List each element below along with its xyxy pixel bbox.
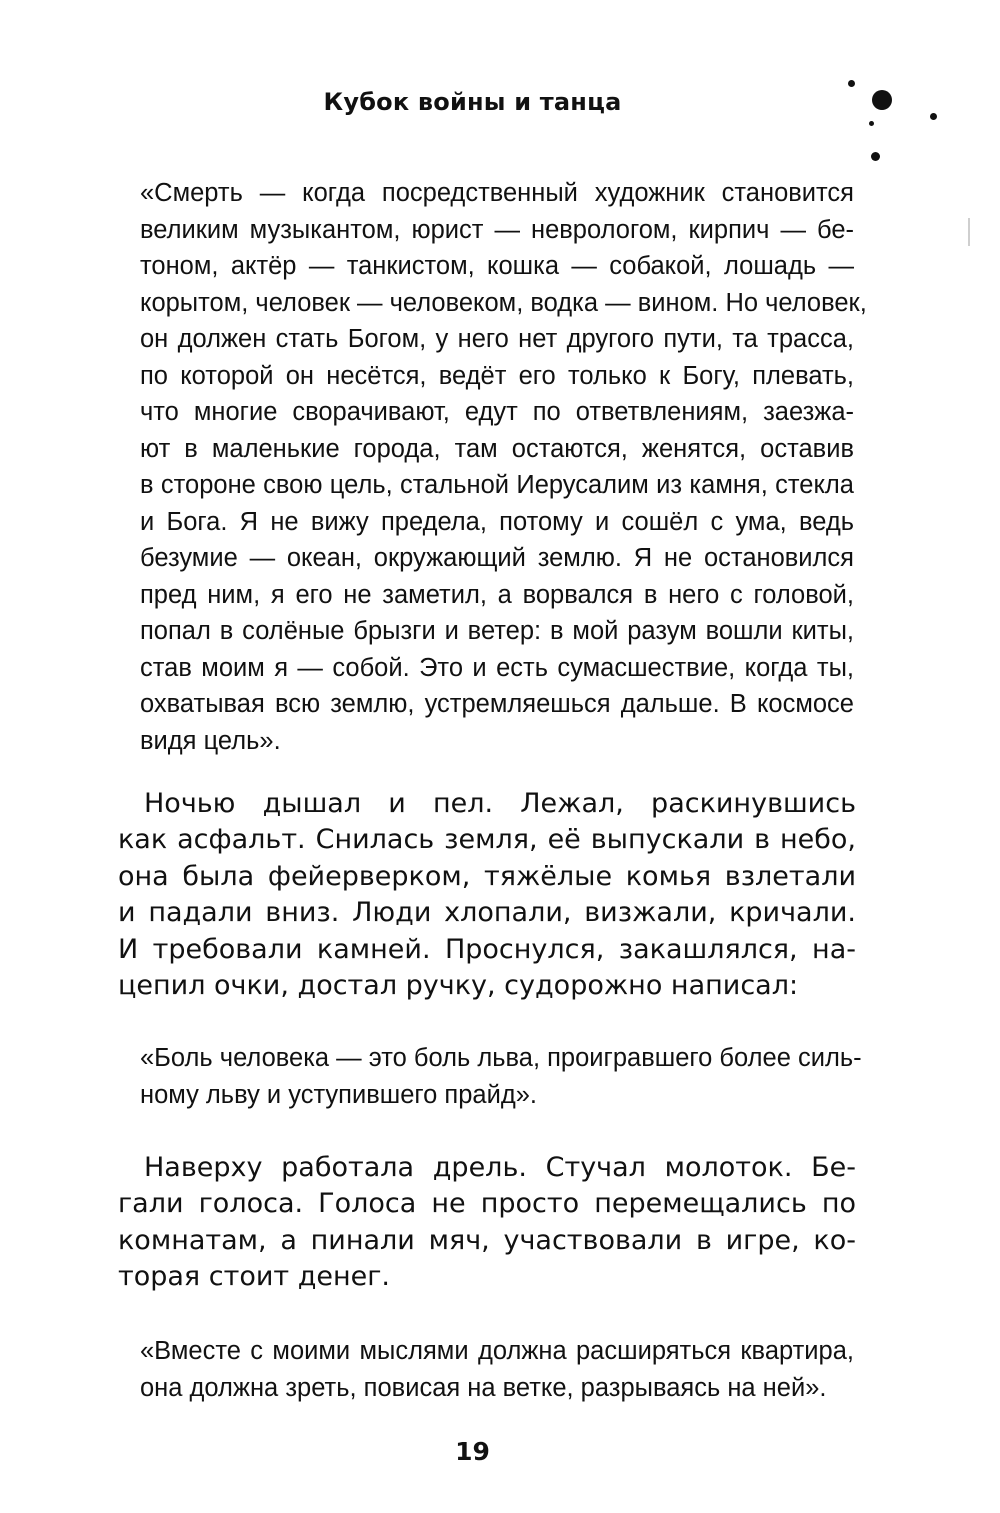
quote-line: он должен стать Богом, у него нет другого пути, та трасса, <box>140 325 854 353</box>
epigraph-quote-2 <box>140 1040 862 1113</box>
quote-line: в стороне свою цель, стальной Иерусалим из камня, стекла <box>140 471 854 499</box>
page-edge-mark <box>968 218 970 246</box>
quote-line: что многие сворачивают, едут по ответвлениям, заезжа- <box>140 398 854 426</box>
quote-line: она должна зреть, повисая на ветке, разрываясь на ней». <box>140 1373 827 1402</box>
quote-line: и Бога. Я не вижу предела, потому и сошёл с ума, ведь <box>140 507 854 536</box>
paragraph-line: как асфальт. Снилась земля, её выпускали в небо, <box>118 824 856 856</box>
quote-line: безумие — океан, окружающий землю. Я не остановился <box>140 544 854 572</box>
quote-line: ному льву и уступившего прайд». <box>140 1080 537 1109</box>
body-paragraph-2 <box>118 1150 856 1296</box>
quote-line: «Вместе с моими мыслями должна расширяться квартира, <box>140 1337 854 1365</box>
paragraph-line: торая стоит денег. <box>118 1261 391 1293</box>
quote-line: охватывая всю землю, устремляешься дальше. В космосе <box>140 690 854 718</box>
quote-line: пред ним, я его не заметил, а ворвался в него с головой, <box>140 580 854 609</box>
ink-dot-ornament <box>930 113 937 120</box>
quote-line: став моим я — собой. Это и есть сумасшествие, когда ты, <box>140 653 854 682</box>
quote-line: видя цель». <box>140 726 281 755</box>
paragraph-line: гали голоса. Голоса не просто перемещались по <box>118 1188 856 1220</box>
paragraph-line: цепил очки, достал ручку, судорожно написал: <box>118 970 799 1002</box>
body-paragraph-1 <box>118 786 856 1004</box>
paragraph-line: комнатам, а пинали мяч, участвовали в игре, ко- <box>118 1224 856 1256</box>
ink-dot-ornament <box>869 121 874 126</box>
paragraph-line: и падали вниз. Люди хлопали, визжали, кричали. <box>118 897 856 929</box>
quote-line: попал в солёные брызги и ветер: в мой разум вошли киты, <box>140 617 854 645</box>
page-number: 19 <box>455 1437 490 1466</box>
quote-line: ют в маленькие города, там остаются, женятся, оставив <box>140 434 854 463</box>
quote-line: «Боль человека — это боль льва, проигравшего более силь- <box>140 1044 862 1072</box>
quote-line: корытом, человек — человеком, водка — вином. Но человек, <box>140 288 867 317</box>
epigraph-quote-3 <box>140 1333 854 1406</box>
quote-line: по которой он несётся, ведёт его только к Богу, плевать, <box>140 361 854 390</box>
epigraph-quote-1 <box>140 175 867 759</box>
paragraph-line: Наверху работала дрель. Стучал молоток. Бе- <box>144 1152 856 1183</box>
ink-dot-ornament <box>871 152 880 161</box>
paragraph-line: И требовали камней. Проснулся, закашлялся, на- <box>118 933 856 965</box>
quote-line: тоном, актёр — танкистом, кошка — собакой, лошадь — <box>140 252 854 280</box>
ink-dot-ornament <box>848 80 855 87</box>
running-title: Кубок войны и танца <box>323 88 622 116</box>
paragraph-line: Ночью дышал и пел. Лежал, раскинувшись <box>144 788 856 819</box>
quote-line: «Смерть — когда посредственный художник становится <box>140 179 854 207</box>
ink-dot-ornament <box>872 90 892 110</box>
paragraph-line: она была фейерверком, тяжёлые комья взлетали <box>118 860 856 892</box>
quote-line: великим музыкантом, юрист — неврологом, кирпич — бе- <box>140 215 854 244</box>
